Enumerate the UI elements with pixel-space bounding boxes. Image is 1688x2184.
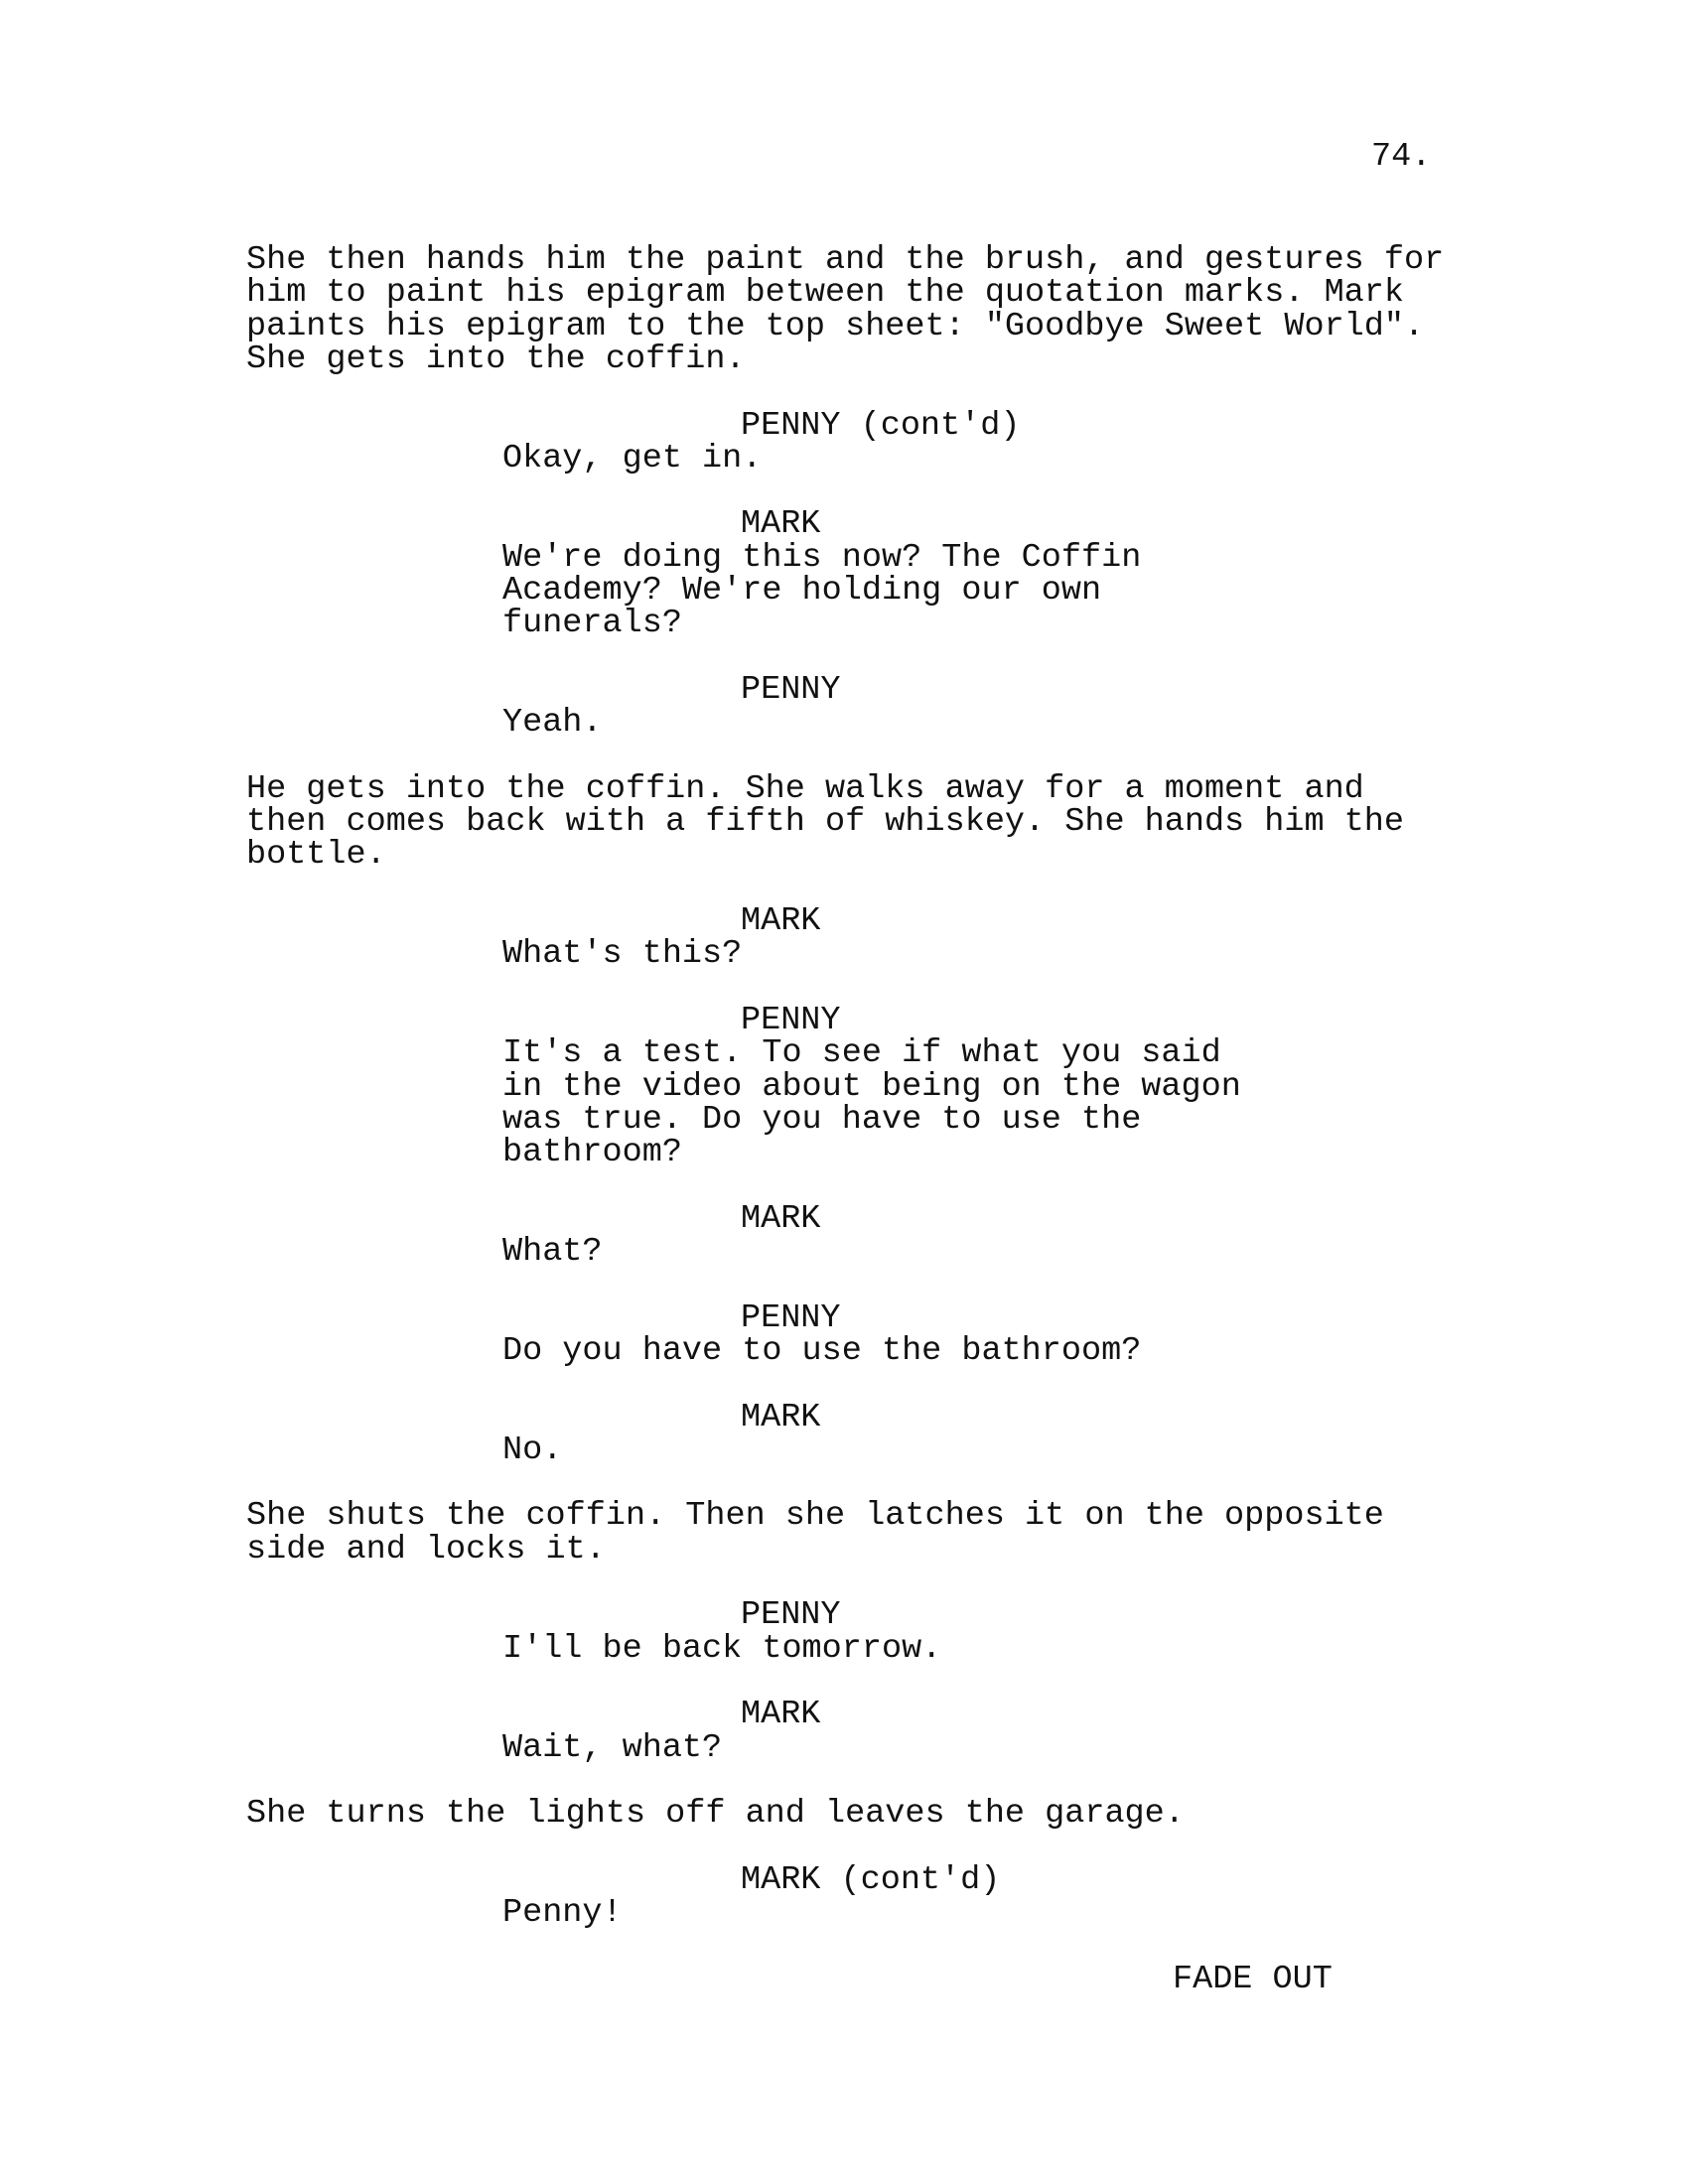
action-line: side and locks it.	[246, 1530, 606, 1569]
dialogue-line: I'll be back tomorrow.	[502, 1629, 942, 1668]
character-cue: MARK	[741, 1696, 821, 1734]
character-cue: PENNY	[741, 1298, 841, 1337]
character-cue: MARK	[741, 1398, 821, 1436]
dialogue-line: Penny!	[502, 1894, 623, 1932]
dialogue-line: What?	[502, 1233, 603, 1271]
dialogue-line: bathroom?	[502, 1134, 682, 1172]
dialogue-line: Wait, what?	[502, 1728, 723, 1767]
dialogue-line: It's a test. To see if what you said	[502, 1034, 1221, 1073]
action-line: He gets into the coffin. She walks away for a moment and	[246, 769, 1364, 808]
character-cue: MARK	[741, 1199, 821, 1238]
transition: FADE OUT	[1173, 1960, 1333, 1998]
character-cue: PENNY	[741, 1596, 841, 1635]
dialogue-line: in the video about being on the wagon	[502, 1067, 1241, 1106]
page-number: 74.	[1371, 138, 1432, 176]
dialogue-line: We're doing this now? The Coffin	[502, 538, 1142, 577]
dialogue-line: funerals?	[502, 605, 682, 643]
character-cue: MARK	[741, 902, 821, 940]
action-line: paints his epigram to the top sheet: "Goodbye Sweet World".	[246, 307, 1425, 345]
action-line: bottle.	[246, 836, 386, 875]
dialogue-line: No.	[502, 1431, 563, 1469]
character-cue: PENNY (cont'd)	[741, 406, 1021, 445]
dialogue-line: Do you have to use the bathroom?	[502, 1331, 1142, 1370]
character-cue: MARK	[741, 505, 821, 544]
dialogue-line: What's this?	[502, 935, 743, 974]
action-line: him to paint his epigram between the quotation marks. Mark	[246, 274, 1404, 313]
action-line: then comes back with a fifth of whiskey. She hands him the	[246, 803, 1404, 842]
action-line: She shuts the coffin. Then she latches it on the opposite	[246, 1497, 1384, 1536]
character-cue: PENNY	[741, 670, 841, 709]
dialogue-line: Okay, get in.	[502, 439, 763, 478]
character-cue: MARK (cont'd)	[741, 1860, 1001, 1899]
dialogue-line: Yeah.	[502, 704, 603, 743]
action-line: She gets into the coffin.	[246, 340, 746, 378]
dialogue-line: Academy? We're holding our own	[502, 572, 1102, 610]
action-line: She turns the lights off and leaves the garage.	[246, 1795, 1185, 1834]
character-cue: PENNY	[741, 1001, 841, 1039]
dialogue-line: was true. Do you have to use the	[502, 1100, 1142, 1139]
action-line: She then hands him the paint and the brush, and gestures for	[246, 241, 1445, 279]
